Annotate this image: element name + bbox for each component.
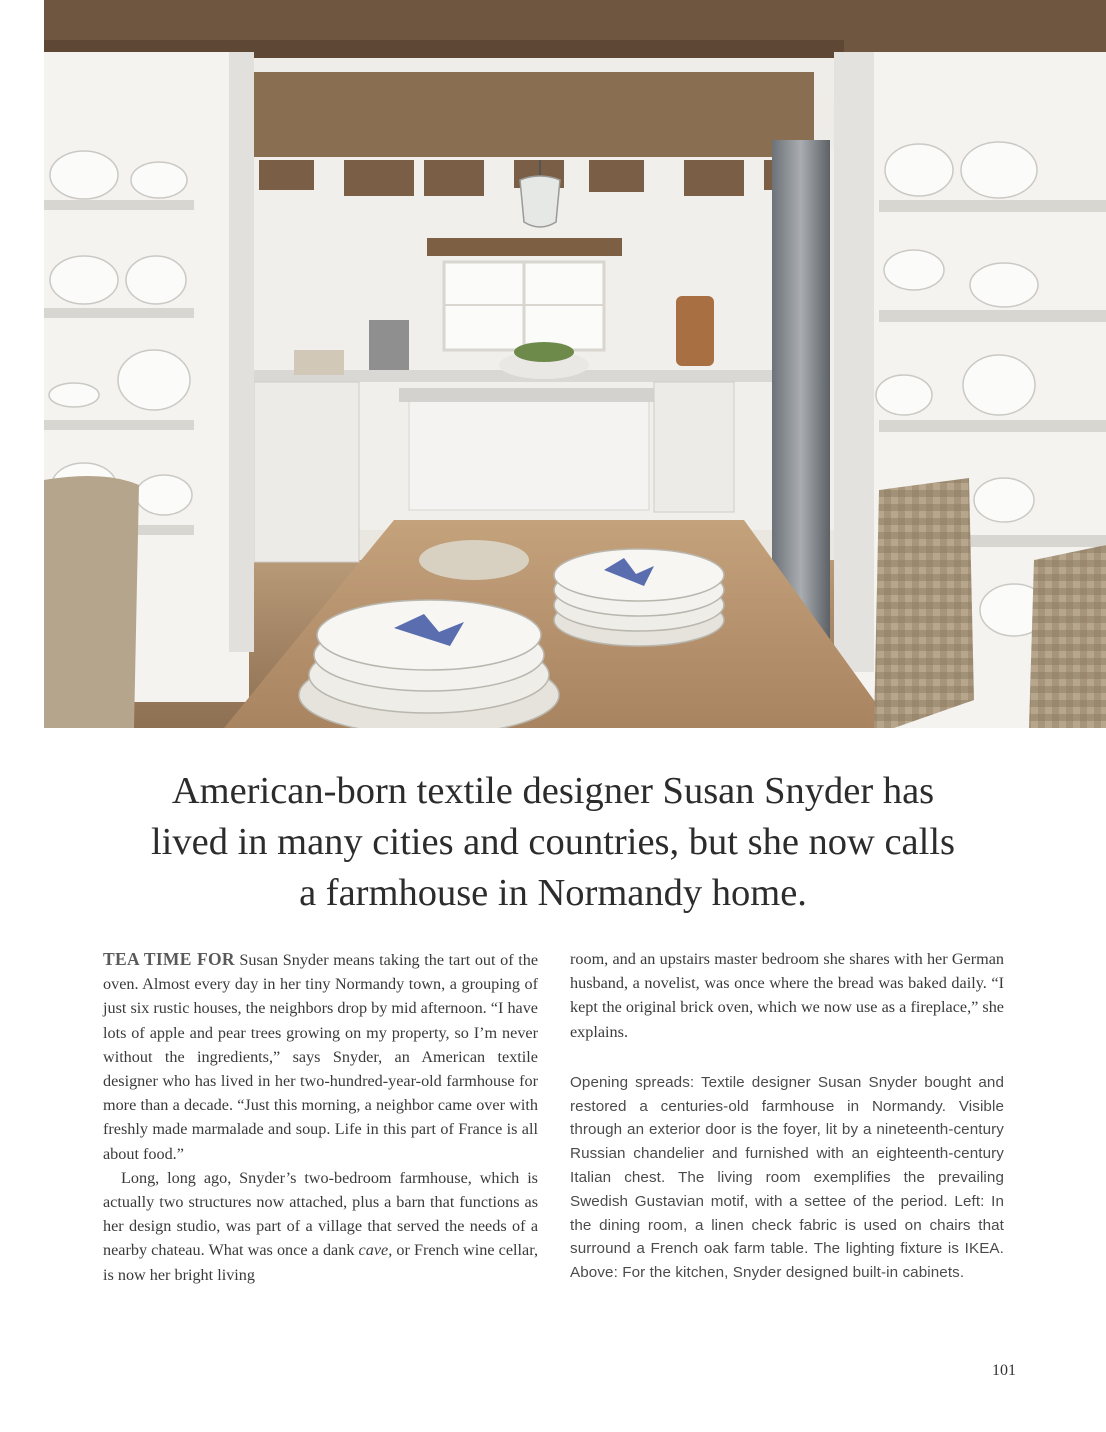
page-number: 101: [992, 1362, 1016, 1379]
body-paragraph-2-continued: room, and an upstairs master bedroom she shares with her German husband, a novelist, was once where the bread was baked daily. “I kept the original brick oven, which we now use as a fireplace,” she explains.: [570, 950, 1004, 1041]
body-paragraph-2: Long, long ago, Snyder’s two-bedroom farmhouse, which is actually two structures now attached, plus a barn that functions as her design studio, was part of a village that served the needs of a nearby chateau. What was once a dank cave, or French wine cellar, is now her bright living: [103, 1168, 538, 1284]
lead-in: TEA TIME FOR: [103, 949, 235, 969]
body-column-right: [570, 947, 1004, 1285]
body-paragraph-1: [103, 947, 538, 1166]
photo-caption: Opening spreads: Textile designer Susan Snyder bought and restored a centuries-old farmhouse in Normandy. Visible through an exterior door is the foyer, lit by a nineteenth-century Russian chandelier and furnished with an eighteenth-century Italian chest. The living room exemplifies the prevailing Swedish Gustavian motif, with a settee of the period. Left: In the dining room, a linen check fabric is used on chairs that surround a French oak farm table. The lighting fixture is IKEA. Above: For the kitchen, Snyder designed built-in cabinets.: [570, 1073, 1004, 1282]
pull-quote: American-born textile designer Susan Snyder has lived in many cities and countries, but she now calls a farmhouse in Normandy home.: [150, 770, 956, 914]
italic-word: cave,: [358, 1241, 393, 1260]
body-column-left: [103, 947, 538, 1287]
kitchen-dining-photo: [44, 0, 1106, 728]
body-paragraph-1-text: Susan Snyder means taking the tart out of the oven. Almost every day in her tiny Normandy town, a grouping of just six rustic houses, the neighbors drop by mid afternoon. “I have lots of apple and pear trees growing on my property, so I’m never without the ingredients,” says Snyder, an American textile designer who has lived in her two-hundred-year-old farmhouse for more than a decade. “Just this morning, a neighbor came over with freshly made marmalade and soup. Life in this part of France is all about food.”: [103, 951, 539, 1163]
